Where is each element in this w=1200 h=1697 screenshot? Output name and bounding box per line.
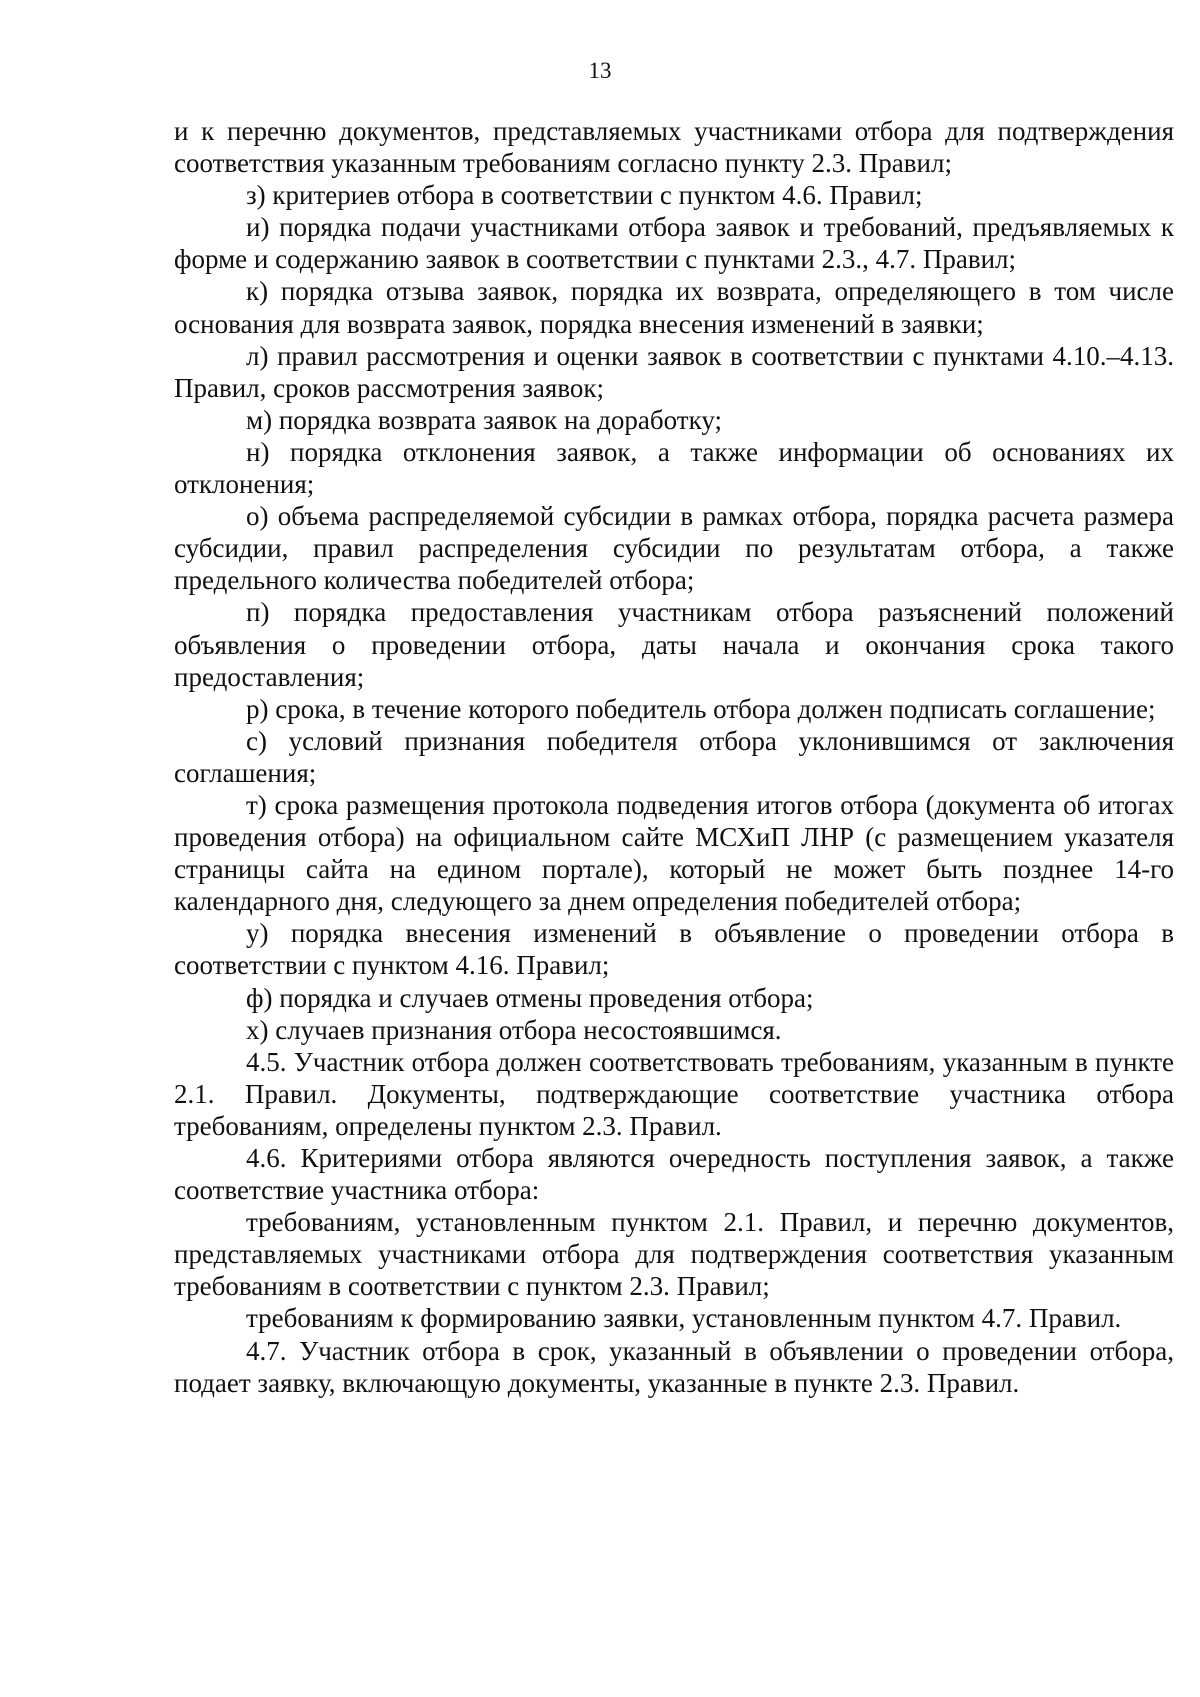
paragraph-item-p: п) порядка предоставления участникам отбора разъяснений положений объявления о проведении отбора, даты начала и окончания срока такого предоставления;: [174, 597, 1174, 692]
paragraph-item-o: о) объема распределяемой субсидии в рамках отбора, порядка расчета размера субсидии, правил распределения субсидии по результатам отбора, а также предельного количества победителей отбора;: [174, 501, 1174, 596]
paragraph-continuation: и к перечню документов, представляемых участниками отбора для подтверждения соответствия указанным требованиям согласно пункту 2.3. Правил;: [174, 116, 1174, 179]
paragraph-item-i: и) порядка подачи участниками отбора заявок и требований, предъявляемых к форме и содержанию заявок в соответствии с пунктами 2.3., 4.7. Правил;: [174, 212, 1174, 275]
paragraph-item-n: н) порядка отклонения заявок, а также информации об основаниях их отклонения;: [174, 436, 1174, 500]
paragraph-item-m: м) порядка возврата заявок на доработку;: [246, 404, 722, 435]
paragraph-item-h: х) случаев признания отбора несостоявшимся.: [246, 1014, 782, 1045]
paragraph-criteria-2: требованиям к формированию заявки, установленным пунктом 4.7. Правил.: [246, 1303, 1122, 1334]
paragraph-section-4-5: 4.5. Участник отбора должен соответствовать требованиям, указанным в пункте 2.1. Правил. Документы, подтверждающие соответствие участника отбора требованиям, определены пунктом 2.3. Правил.: [174, 1046, 1174, 1141]
paragraph-item-k: к) порядка отзыва заявок, порядка их возврата, определяющего в том числе основания для возврата заявок, порядка внесения изменений в заявки;: [174, 276, 1174, 339]
paragraph-criteria-1: требованиям, установленным пунктом 2.1. Правил, и перечню документов, представляемых участниками отбора для подтверждения соответствия указанным требованиям в соответствии с пунктом 2.3. Правил;: [174, 1207, 1174, 1302]
page-number: 13: [588, 58, 612, 83]
paragraph-item-u: у) порядка внесения изменений в объявление о проведении отбора в соответствии с пунктом 4.16. Правил;: [174, 918, 1174, 981]
paragraph-item-l: л) правил рассмотрения и оценки заявок в соответствии с пунктами 4.10.–4.13. Правил, сроков рассмотрения заявок;: [174, 340, 1174, 403]
document-body: [174, 115, 1174, 1399]
paragraph-section-4-7: 4.7. Участник отбора в срок, указанный в объявлении о проведении отбора, подает заявку, включающую документы, указанные в пункте 2.3. Правил.: [174, 1335, 1174, 1398]
paragraph-section-4-6: 4.6. Критериями отбора являются очередность поступления заявок, а также соответствие участника отбора:: [174, 1143, 1174, 1206]
paragraph-item-r: р) срока, в течение которого победитель отбора должен подписать соглашение;: [246, 693, 1156, 724]
paragraph-item-f: ф) порядка и случаев отмены проведения отбора;: [246, 982, 814, 1013]
paragraph-item-z: з) критериев отбора в соответствии с пунктом 4.6. Правил;: [246, 180, 923, 211]
paragraph-item-t: т) срока размещения протокола подведения итогов отбора (документа об итогах проведения отбора) на официальном сайте МСХиП ЛНР (с размещением указателя страницы сайта на едином портале), который не может быть позднее 14-го календарного дня, следующего за днем определения победителей отбора;: [174, 789, 1174, 917]
paragraph-item-s: с) условий признания победителя отбора уклонившимся от заключения соглашения;: [174, 725, 1174, 788]
